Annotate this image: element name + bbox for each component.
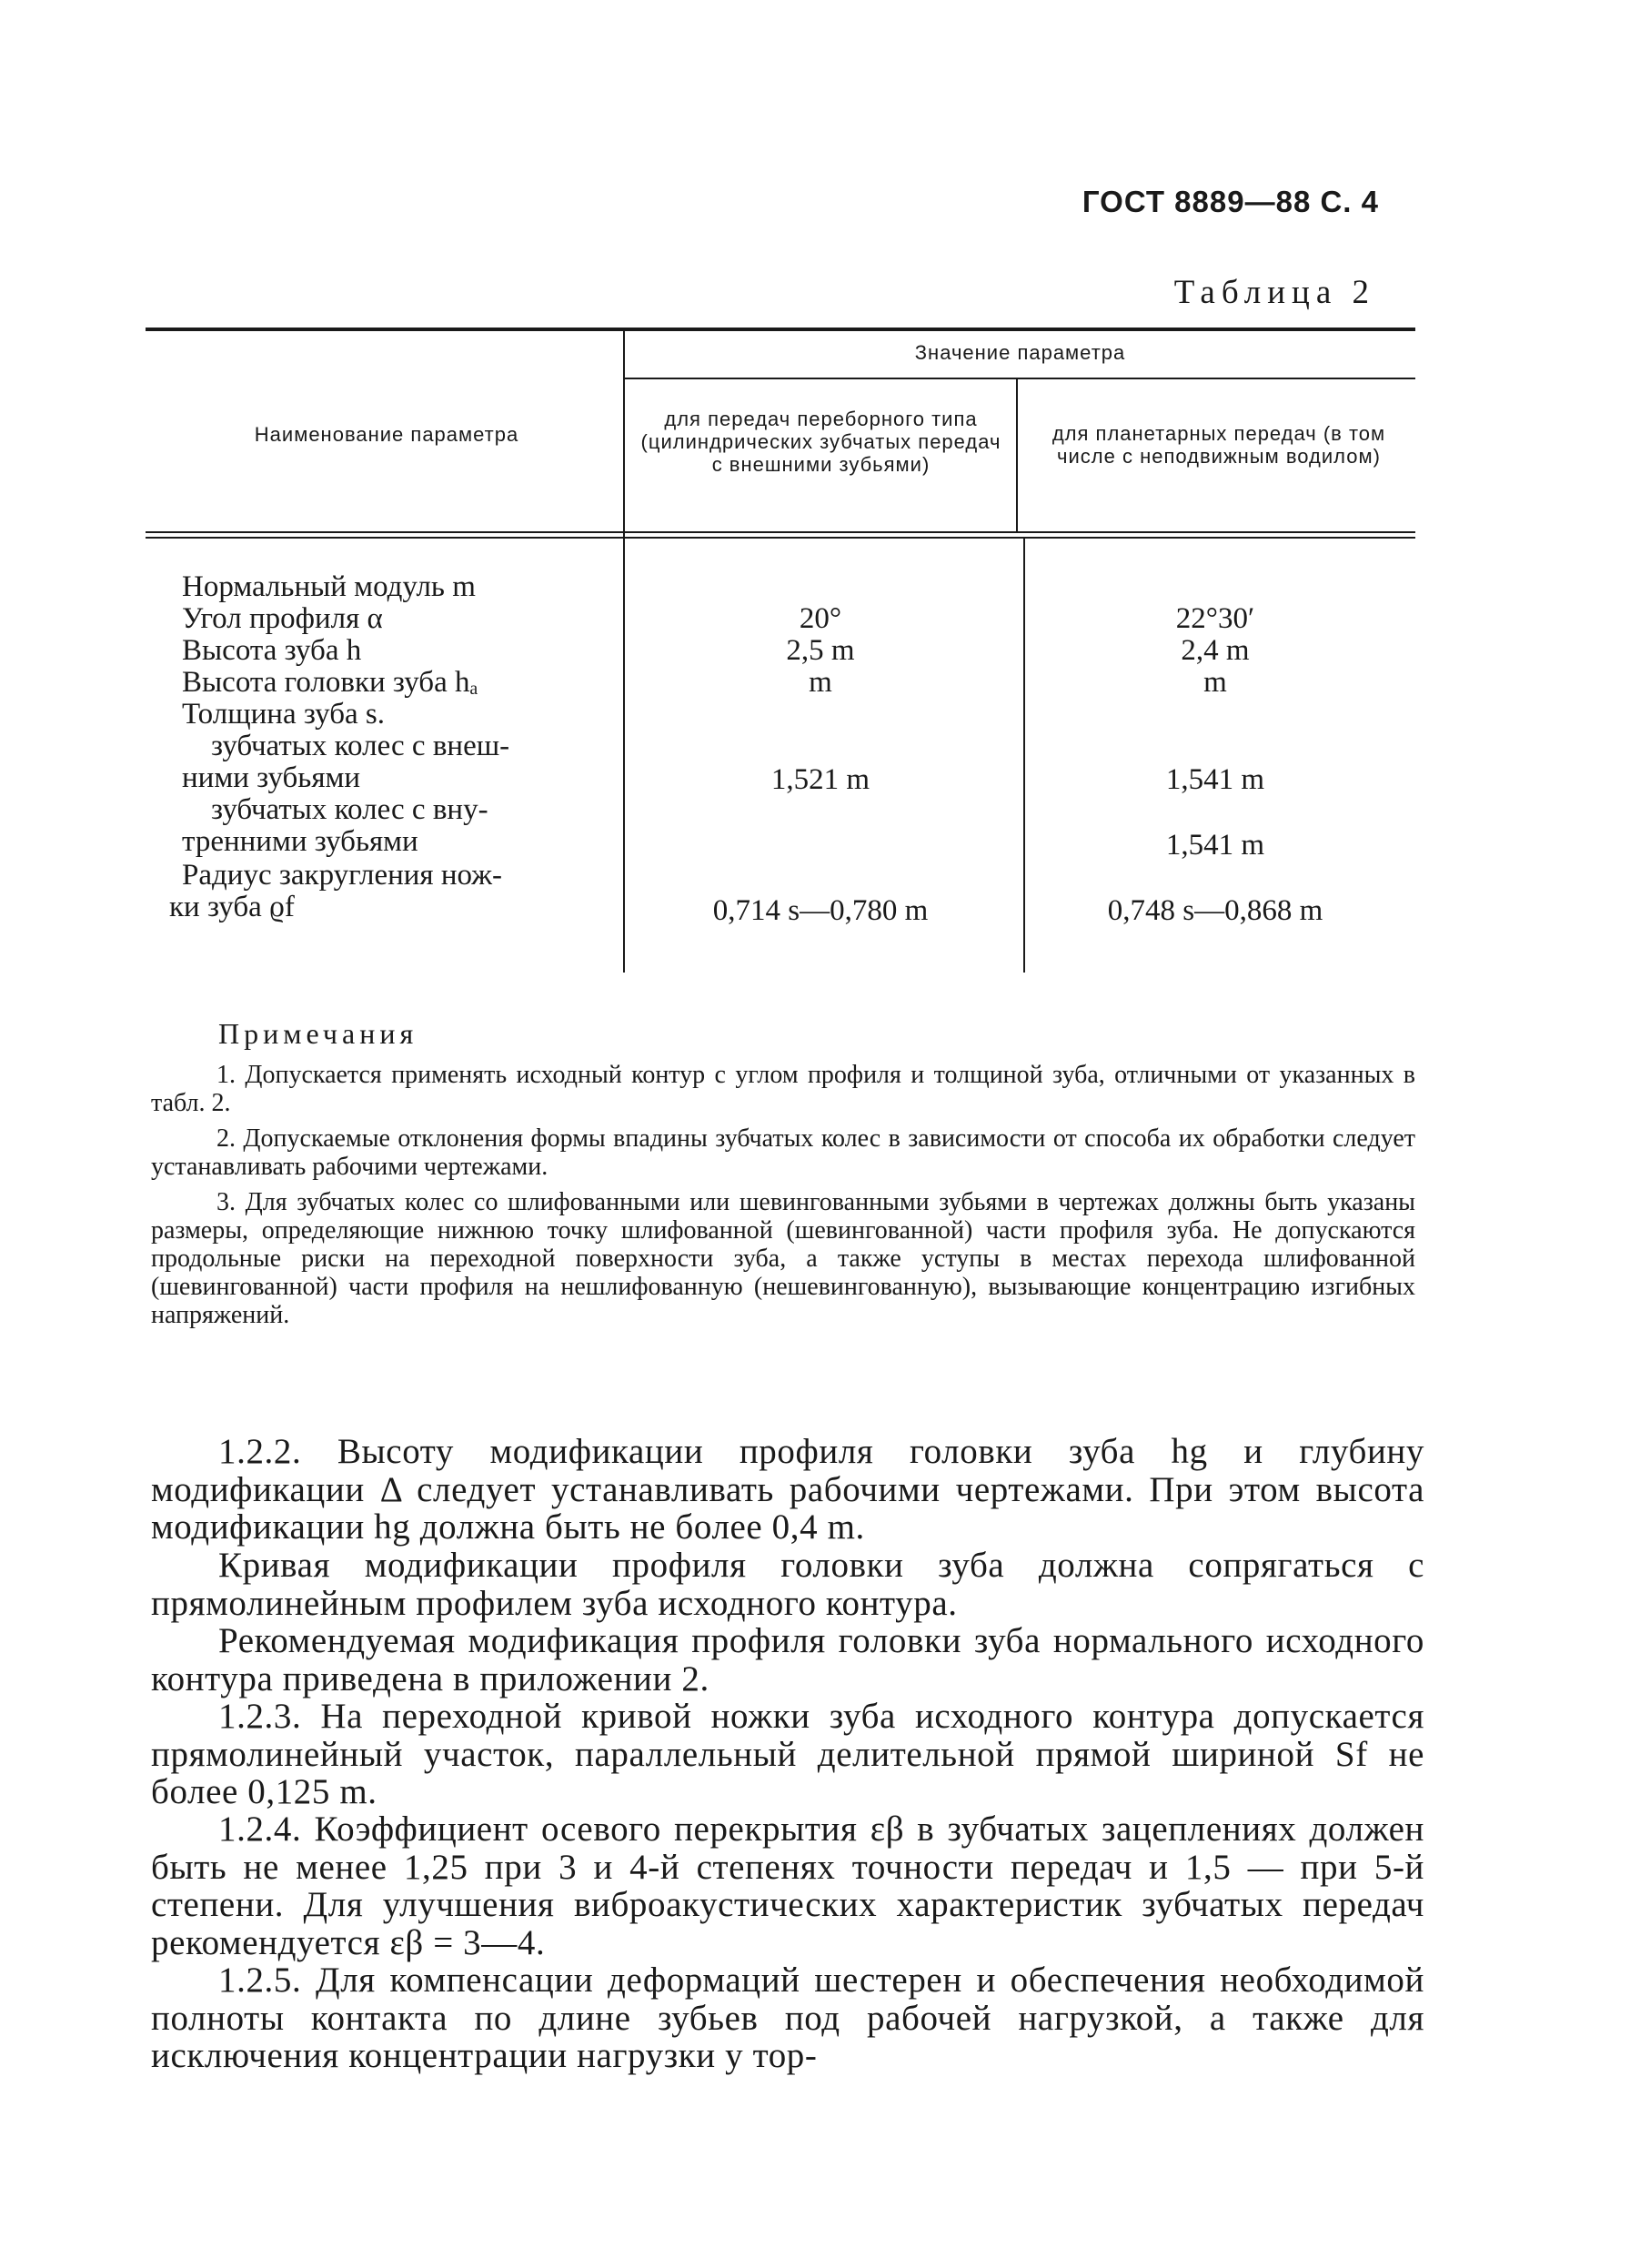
note-item: 3. Для зубчатых колес со шлифованными или шевингованными зубьями в чертежах должны быть указаны размеры, определяющие нижнюю точку шлифованной (шевингованной) части профиля зуба. Не допускаются продольные риски на переходной поверхности зуба, а также уступы в местах перехода шлифованной (шевингованной) части профиля на нешлифованную (нешевингованную), вызывающие концентрацию изгибных напряжений. xyxy=(151,1188,1415,1329)
paragraph-recommended: Рекомендуемая модификация профиля головки зуба нормального исходного контура приведена в приложении 2. xyxy=(151,1621,1424,1698)
page-header: ГОСТ 8889—88 С. 4 xyxy=(1082,185,1379,218)
table-row-name: Радиус закругления нож- xyxy=(182,859,502,892)
table-row-name: ними зубьями xyxy=(182,761,361,794)
paragraph-curve: Кривая модификации профиля головки зуба должна сопрягаться с прямолинейным профилем зуба исходного контура. xyxy=(151,1546,1424,1623)
paragraph-1-2-2: 1.2.2. Высоту модификации профиля головки зуба hg и глубину модификации Δ следует устанавливать рабочими чертежами. При этом высота модификации hg должна быть не более 0,4 m. xyxy=(151,1432,1424,1547)
table-cell-value-2: 0,748 s—0,868 m xyxy=(1107,894,1323,927)
table-cell-value-1: 2,5 m xyxy=(786,634,855,667)
paragraph-1-2-4: 1.2.4. Коэффициент осевого перекрытия εβ в зубчатых зацеплениях должен быть не менее 1,25 при 3 и 4-й степенях точности передач и 1,5 — при 5-й степени. Для улучшения виброакустических характеристик зубчатых передач рекомендуется εβ = 3—4. xyxy=(151,1809,1424,1962)
table-cell-value-2: m xyxy=(1203,666,1227,699)
table-row-name: Толщина зуба s. xyxy=(182,698,386,731)
table-cell-value-2: 1,541 m xyxy=(1165,829,1265,862)
col-header-gear-type: для передач переборного типа (цилиндрических зубчатых передач с внешними зубьями) xyxy=(640,408,1001,476)
table-cell-value-2: 22°30′ xyxy=(1175,602,1255,635)
table-cell-value-1: 0,714 s—0,780 m xyxy=(712,894,929,927)
table-head-rule-1 xyxy=(146,531,1415,533)
table-row-name: тренними зубьями xyxy=(182,825,418,858)
table-caption: Таблица 2 xyxy=(1173,274,1375,311)
table-row-name: ки зуба ϱf xyxy=(169,891,295,923)
table-row-name: Угол профиля α xyxy=(182,602,383,635)
table-col-divider-2 xyxy=(1016,378,1018,532)
table-sub-rule xyxy=(625,378,1415,379)
table-row-name: Высота головки зуба hₐ xyxy=(182,666,478,699)
table-row-name: зубчатых колес с вну- xyxy=(211,793,488,826)
note-item: 1. Допускается применять исходный контур с углом профиля и толщиной зуба, отличными от указанных в табл. 2. xyxy=(151,1061,1415,1117)
note-item: 2. Допускаемые отклонения формы впадины зубчатых колес в зависимости от способа их обработки следует устанавливать рабочими чертежами. xyxy=(151,1124,1415,1181)
table-cell-value-1: 1,521 m xyxy=(770,763,870,796)
table-cell-value-1: m xyxy=(809,666,832,699)
table-cell-value-2: 2,4 m xyxy=(1181,634,1250,667)
table-cell-value-2: 1,541 m xyxy=(1165,763,1265,796)
col-header-value-group: Значение параметра xyxy=(914,341,1126,364)
table-cell-value-1: 20° xyxy=(799,602,842,635)
paragraph-1-2-5: 1.2.5. Для компенсации деформаций шестерен и обеспечения необходимой полноты контакта по длине зубьев под рабочей нагрузкой, а также для исключения концентрации нагрузки у тор- xyxy=(151,1961,1424,2075)
paragraph-1-2-3: 1.2.3. На переходной кривой ножки зуба исходного контура допускается прямолинейный участок, параллельный делительной прямой шириной Sf не более 0,125 m. xyxy=(151,1697,1424,1811)
col-header-param: Наименование параметра xyxy=(254,423,519,446)
table-head-rule-2 xyxy=(146,537,1415,539)
table-top-rule xyxy=(146,328,1415,331)
table-row-name: Нормальный модуль m xyxy=(182,570,476,603)
col-header-planetary: для планетарных передач (в том числе с неподвижным водилом) xyxy=(1051,422,1386,468)
table-row-name: Высота зуба h xyxy=(182,634,362,667)
notes-title: Примечания xyxy=(218,1017,418,1050)
table-row-name: зубчатых колес с внеш- xyxy=(211,730,510,762)
